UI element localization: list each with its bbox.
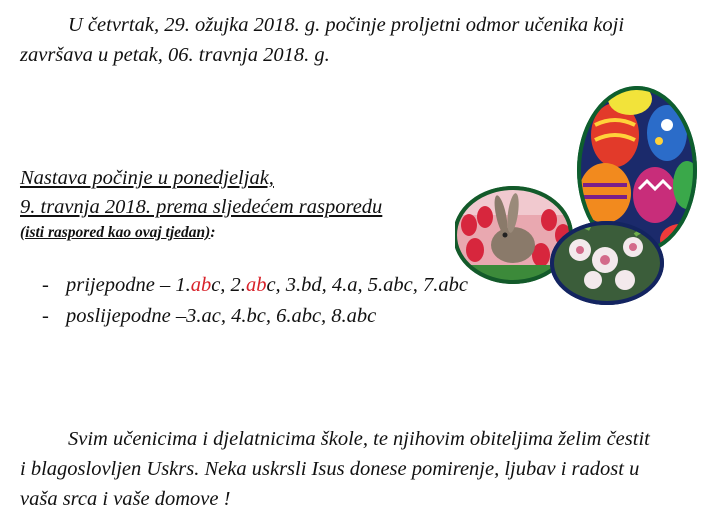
notice-line-1: Nastava počinje u ponedjeljak, — [20, 167, 274, 189]
morning-black-1: c, 2. — [211, 274, 246, 296]
school-start-notice — [20, 164, 460, 244]
easter-greeting — [20, 424, 710, 514]
schedule-morning — [40, 270, 468, 301]
notice-line-2: 9. travnja 2018. prema sljedećem rasporedu — [20, 196, 383, 218]
intro-paragraph — [20, 10, 710, 70]
intro-line-2: završava u petak, 06. travnja 2018. g. — [20, 44, 330, 66]
greeting-line-3: vaša srca i vaše domove ! — [20, 488, 231, 510]
morning-red-1: ab — [190, 274, 212, 296]
schedule-afternoon — [40, 301, 468, 332]
afternoon-text: poslijepodne –3.ac, 4.bc, 6.abc, 8.abc — [66, 305, 377, 327]
greeting-line-2: i blagoslovljen Uskrs. Neka uskrsli Isus donese pomirenje, ljubav i radost u — [20, 458, 640, 480]
schedule-list — [40, 270, 468, 332]
intro-line-1: U četvrtak, 29. ožujka 2018. g. počinje proljetni odmor učenika koji — [68, 14, 625, 36]
notice-line-3 — [20, 222, 460, 244]
morning-red-2: ab — [245, 274, 267, 296]
notice-line-3-suffix: : — [210, 224, 216, 241]
morning-label: prijepodne – 1. — [66, 274, 191, 296]
easter-eggs-illustration — [455, 85, 705, 305]
greeting-line-1: Svim učenicima i djelatnicima škole, te njihovim obiteljima želim čestit — [68, 428, 650, 450]
morning-rest: c, 3.bd, 4.a, 5.abc, 7.abc — [266, 274, 468, 296]
notice-line-3-text: (isti raspored kao ovaj tjedan) — [20, 224, 211, 241]
